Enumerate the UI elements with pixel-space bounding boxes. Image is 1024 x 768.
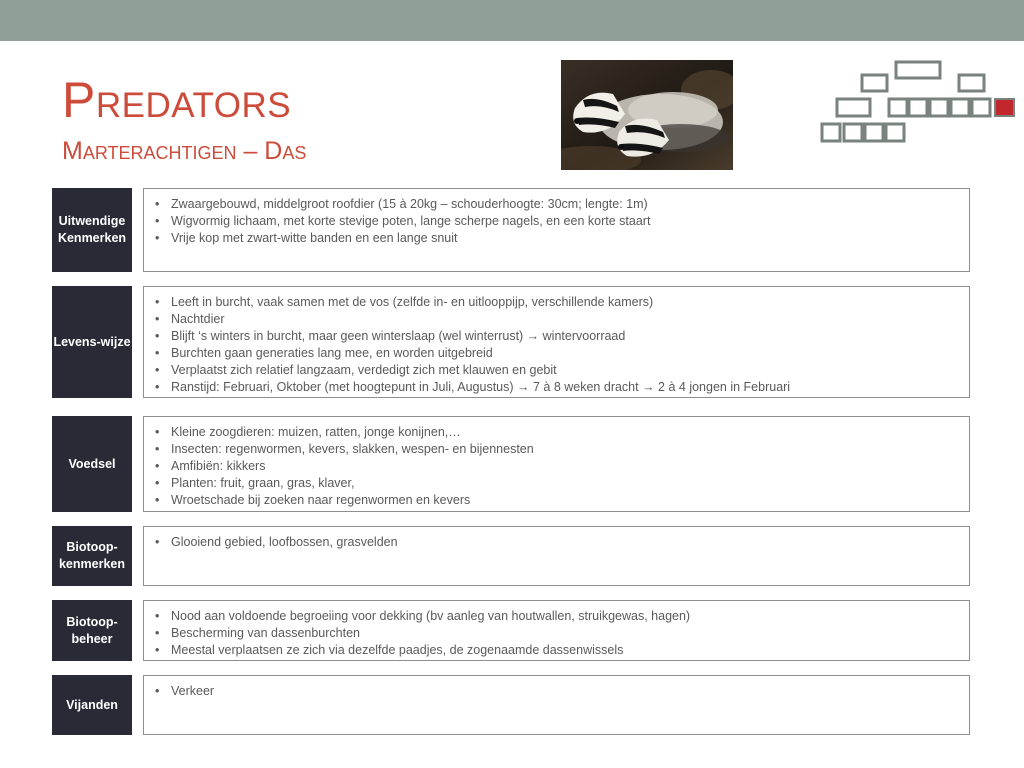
slide-title: Predators — [62, 72, 292, 128]
list-item: • Nood aan voldoende begroeiing voor dekking (bv aanleg van houtwallen, struikgewas, hagen) — [152, 608, 961, 625]
row-label-voedsel: Voedsel — [52, 416, 132, 512]
list-item: • Meestal verplaatsen ze zich via dezelfde paadjes, de zogenaamde dassenwissels — [152, 642, 961, 659]
list-item: • Ranstijd: Februari, Oktober (met hoogtepunt in Juli, Augustus) → 7 à 8 weken dracht → 2 à 4 jongen in Februari — [152, 379, 961, 396]
bricks-logo — [818, 58, 1018, 146]
list-item: • Bescherming van dassenburchten — [152, 625, 961, 642]
list-item: • Glooiend gebied, loofbossen, grasvelden — [152, 534, 961, 551]
bullet-list — [152, 424, 961, 509]
row-box-biotoop-beheer — [143, 600, 970, 661]
row-label-vijanden: Vijanden — [52, 675, 132, 735]
row-label-biotoop-kenmerken: Biotoop-kenmerken — [52, 526, 132, 586]
row-label-biotoop-beheer: Biotoop-beheer — [52, 600, 132, 661]
list-item: • Burchten gaan generaties lang mee, en worden uitgebreid — [152, 345, 961, 362]
list-item: • Wroetschade bij zoeken naar regenwormen en kevers — [152, 492, 961, 509]
list-item: • Nachtdier — [152, 311, 961, 328]
list-item: • Insecten: regenwormen, kevers, slakken, wespen- en bijennesten — [152, 441, 961, 458]
slide-subtitle: Marterachtigen – Das — [62, 137, 307, 165]
badger-photo — [561, 60, 733, 170]
bullet-list — [152, 196, 961, 247]
bullet-list — [152, 534, 961, 551]
list-item: • Leeft in burcht, vaak samen met de vos (zelfde in- en uitlooppijp, verschillende kamers) — [152, 294, 961, 311]
row-box-biotoop-kenmerken — [143, 526, 970, 586]
list-item: • Verkeer — [152, 683, 961, 700]
top-band — [0, 0, 1024, 41]
list-item: • Planten: fruit, graan, gras, klaver, — [152, 475, 961, 492]
bullet-list — [152, 683, 961, 700]
list-item: • Verplaatst zich relatief langzaam, verdedigt zich met klauwen en gebit — [152, 362, 961, 379]
list-item: • Zwaargebouwd, middelgroot roofdier (15 à 20kg – schouderhoogte: 30cm; lengte: 1m) — [152, 196, 961, 213]
row-label-levenswijze: Levens-wijze — [52, 286, 132, 398]
row-box-voedsel — [143, 416, 970, 512]
list-item: • Blijft ‘s winters in burcht, maar geen winterslaap (wel winterrust) → wintervoorraad — [152, 328, 961, 345]
bullet-list — [152, 294, 961, 396]
list-item: • Amfibiën: kikkers — [152, 458, 961, 475]
row-label-uitwendige-kenmerken: Uitwendige Kenmerken — [52, 188, 132, 272]
row-box-vijanden — [143, 675, 970, 735]
row-box-levenswijze — [143, 286, 970, 398]
list-item: • Wigvormig lichaam, met korte stevige poten, lange scherpe nagels, en een korte staart — [152, 213, 961, 230]
bullet-list — [152, 608, 961, 659]
list-item: • Kleine zoogdieren: muizen, ratten, jonge konijnen,… — [152, 424, 961, 441]
row-box-uitwendige-kenmerken — [143, 188, 970, 272]
list-item: • Vrije kop met zwart-witte banden en een lange snuit — [152, 230, 961, 247]
